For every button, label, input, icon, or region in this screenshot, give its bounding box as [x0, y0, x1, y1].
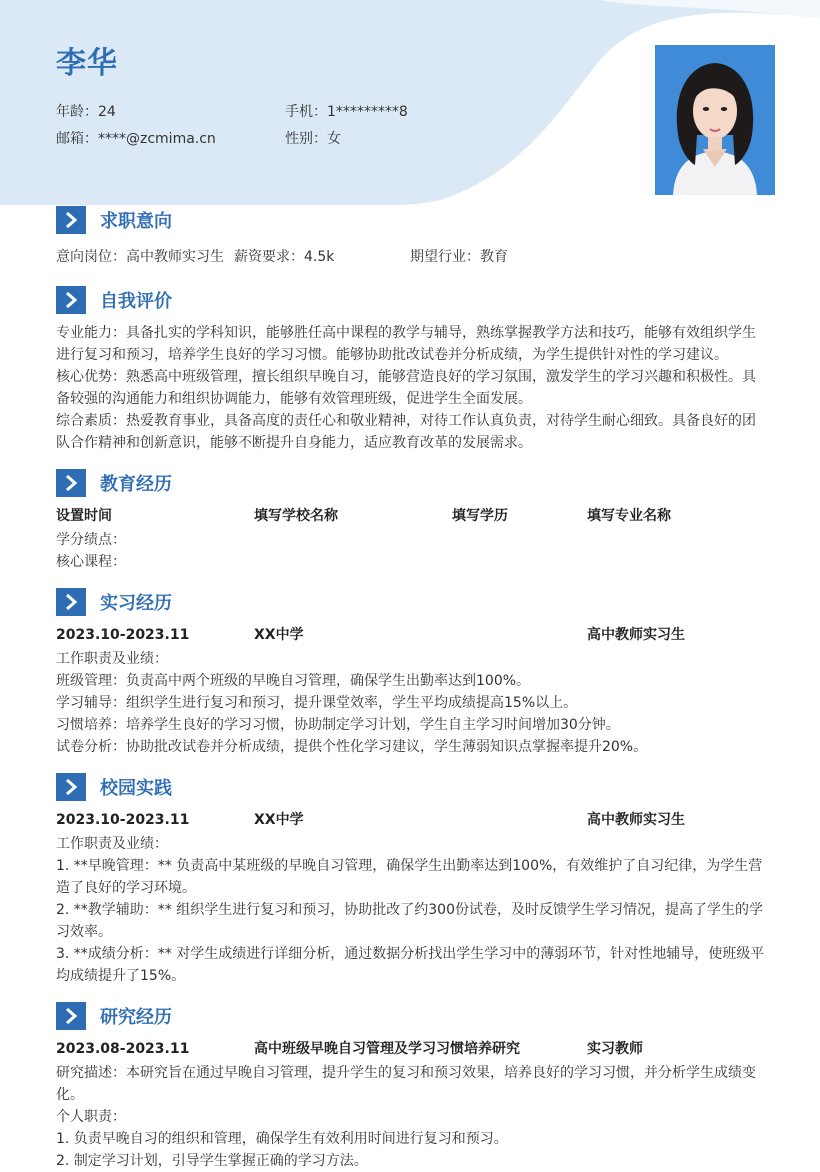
campus-date: 2023.10-2023.11 [56, 812, 190, 828]
profile-photo [655, 45, 775, 195]
research-date: 2023.08-2023.11 [56, 1041, 190, 1057]
section-job-intention [56, 206, 172, 234]
education-gpa: 学分绩点： [56, 532, 126, 548]
chevron-right-icon [56, 773, 86, 801]
section-education [56, 469, 172, 497]
section-title: 研究经历 [100, 1007, 172, 1028]
age-field: 年龄：24 [56, 104, 116, 120]
phone-field: 手机：1*********8 [285, 104, 408, 120]
education-details [56, 529, 766, 573]
research-project: 高中班级早晚自习管理及学习习惯培养研究 [254, 1041, 520, 1057]
section-self-evaluation [56, 286, 172, 314]
self-eval-paragraph: 专业能力：具备扎实的学科知识，能够胜任高中课程的教学与辅导，熟练掌握教学方法和技巧，能够有效组织学生进行复习和预习，培养学生良好的学习习惯。能够协助批改试卷并分析成绩，为学生提供针对性的学习建议。 [56, 325, 756, 363]
self-eval-paragraph: 综合素质：热爱教育事业，具备高度的责任心和敬业精神，对待工作认真负责，对待学生耐心细致。具备良好的团队合作精神和创新意识，能够不断提升自身能力，适应教育改革的发展需求。 [56, 413, 756, 451]
education-header-row [56, 505, 766, 527]
internship-line: 学习辅导：组织学生进行复习和预习，提升课堂效率，学生平均成绩提高15%以上。 [56, 695, 578, 711]
chevron-right-icon [56, 588, 86, 616]
campus-item: 1. **早晚管理：** 负责高中某班级的早晚自习管理，确保学生出勤率达到100%，有效维护了自习纪律，为学生营造了良好的学习环境。 [56, 858, 763, 896]
campus-header-row [56, 809, 766, 831]
research-header-row [56, 1038, 766, 1060]
education-school: 填写学校名称 [254, 508, 338, 524]
section-title: 实习经历 [100, 593, 172, 614]
section-title: 教育经历 [100, 474, 172, 495]
education-degree: 填写学历 [452, 508, 508, 524]
internship-line: 习惯培养：培养学生良好的学习习惯，协助制定学习计划，学生自主学习时间增加30分钟。 [56, 717, 620, 733]
research-role: 实习教师 [587, 1041, 643, 1057]
section-title: 校园实践 [100, 778, 172, 799]
self-eval-paragraph: 核心优势：熟悉高中班级管理，擅长组织早晚自习，能够营造良好的学习氛围，激发学生的学习兴趣和积极性。具备较强的沟通能力和组织协调能力，能够有效管理班级，促进学生全面发展。 [56, 369, 756, 407]
section-title: 自我评价 [100, 291, 172, 312]
chevron-right-icon [56, 206, 86, 234]
campus-item: 3. **成绩分析：** 对学生成绩进行详细分析，通过数据分析找出学生学习中的薄弱环节，针对性地辅导，使班级平均成绩提升了15%。 [56, 946, 765, 984]
campus-org: XX中学 [254, 812, 304, 828]
internship-date: 2023.10-2023.11 [56, 627, 190, 643]
section-campus-practice [56, 773, 172, 801]
self-evaluation-body [56, 322, 766, 454]
research-duty: 1. 负责早晚自习的组织和管理，确保学生有效利用时间进行复习和预习。 [56, 1131, 508, 1147]
internship-line: 工作职责及业绩： [56, 651, 168, 667]
expected-salary: 薪资要求：4.5k [234, 249, 335, 265]
chevron-right-icon [56, 286, 86, 314]
research-duty-label: 个人职责： [56, 1109, 126, 1125]
research-duty: 2. 制定学习计划，引导学生掌握正确的学习方法。 [56, 1153, 368, 1169]
research-body [56, 1062, 766, 1172]
chevron-right-icon [56, 469, 86, 497]
campus-role: 高中教师实习生 [587, 812, 685, 828]
internship-header-row [56, 624, 766, 646]
job-intention-row [56, 246, 766, 268]
campus-item: 2. **教学辅助：** 组织学生进行复习和预习，协助批改了约300份试卷，及时反馈学生学习情况，提高了学生的学习效率。 [56, 902, 763, 940]
email-field: 邮箱：****@zcmima.cn [56, 131, 216, 147]
internship-line: 试卷分析：协助批改试卷并分析成绩，提供个性化学习建议，学生薄弱知识点掌握率提升20%。 [56, 739, 648, 755]
education-courses: 核心课程： [56, 554, 126, 570]
chevron-right-icon [56, 1002, 86, 1030]
research-description: 研究描述：本研究旨在通过早晚自习管理，提升学生的复习和预习效果，培养良好的学习习惯，并分析学生成绩变化。 [56, 1065, 756, 1103]
intended-position: 意向岗位：高中教师实习生 [56, 249, 224, 265]
section-internship [56, 588, 172, 616]
internship-body [56, 648, 766, 758]
campus-body [56, 833, 766, 987]
education-major: 填写专业名称 [587, 508, 671, 524]
internship-role: 高中教师实习生 [587, 627, 685, 643]
gender-field: 性别：女 [285, 131, 341, 147]
section-research [56, 1002, 172, 1030]
internship-org: XX中学 [254, 627, 304, 643]
expected-industry: 期望行业：教育 [410, 249, 508, 265]
candidate-name: 李华 [56, 46, 118, 81]
campus-intro: 工作职责及业绩： [56, 836, 168, 852]
section-title: 求职意向 [100, 211, 172, 232]
education-time: 设置时间 [56, 508, 112, 524]
internship-line: 班级管理：负责高中两个班级的早晚自习管理，确保学生出勤率达到100%。 [56, 673, 531, 689]
